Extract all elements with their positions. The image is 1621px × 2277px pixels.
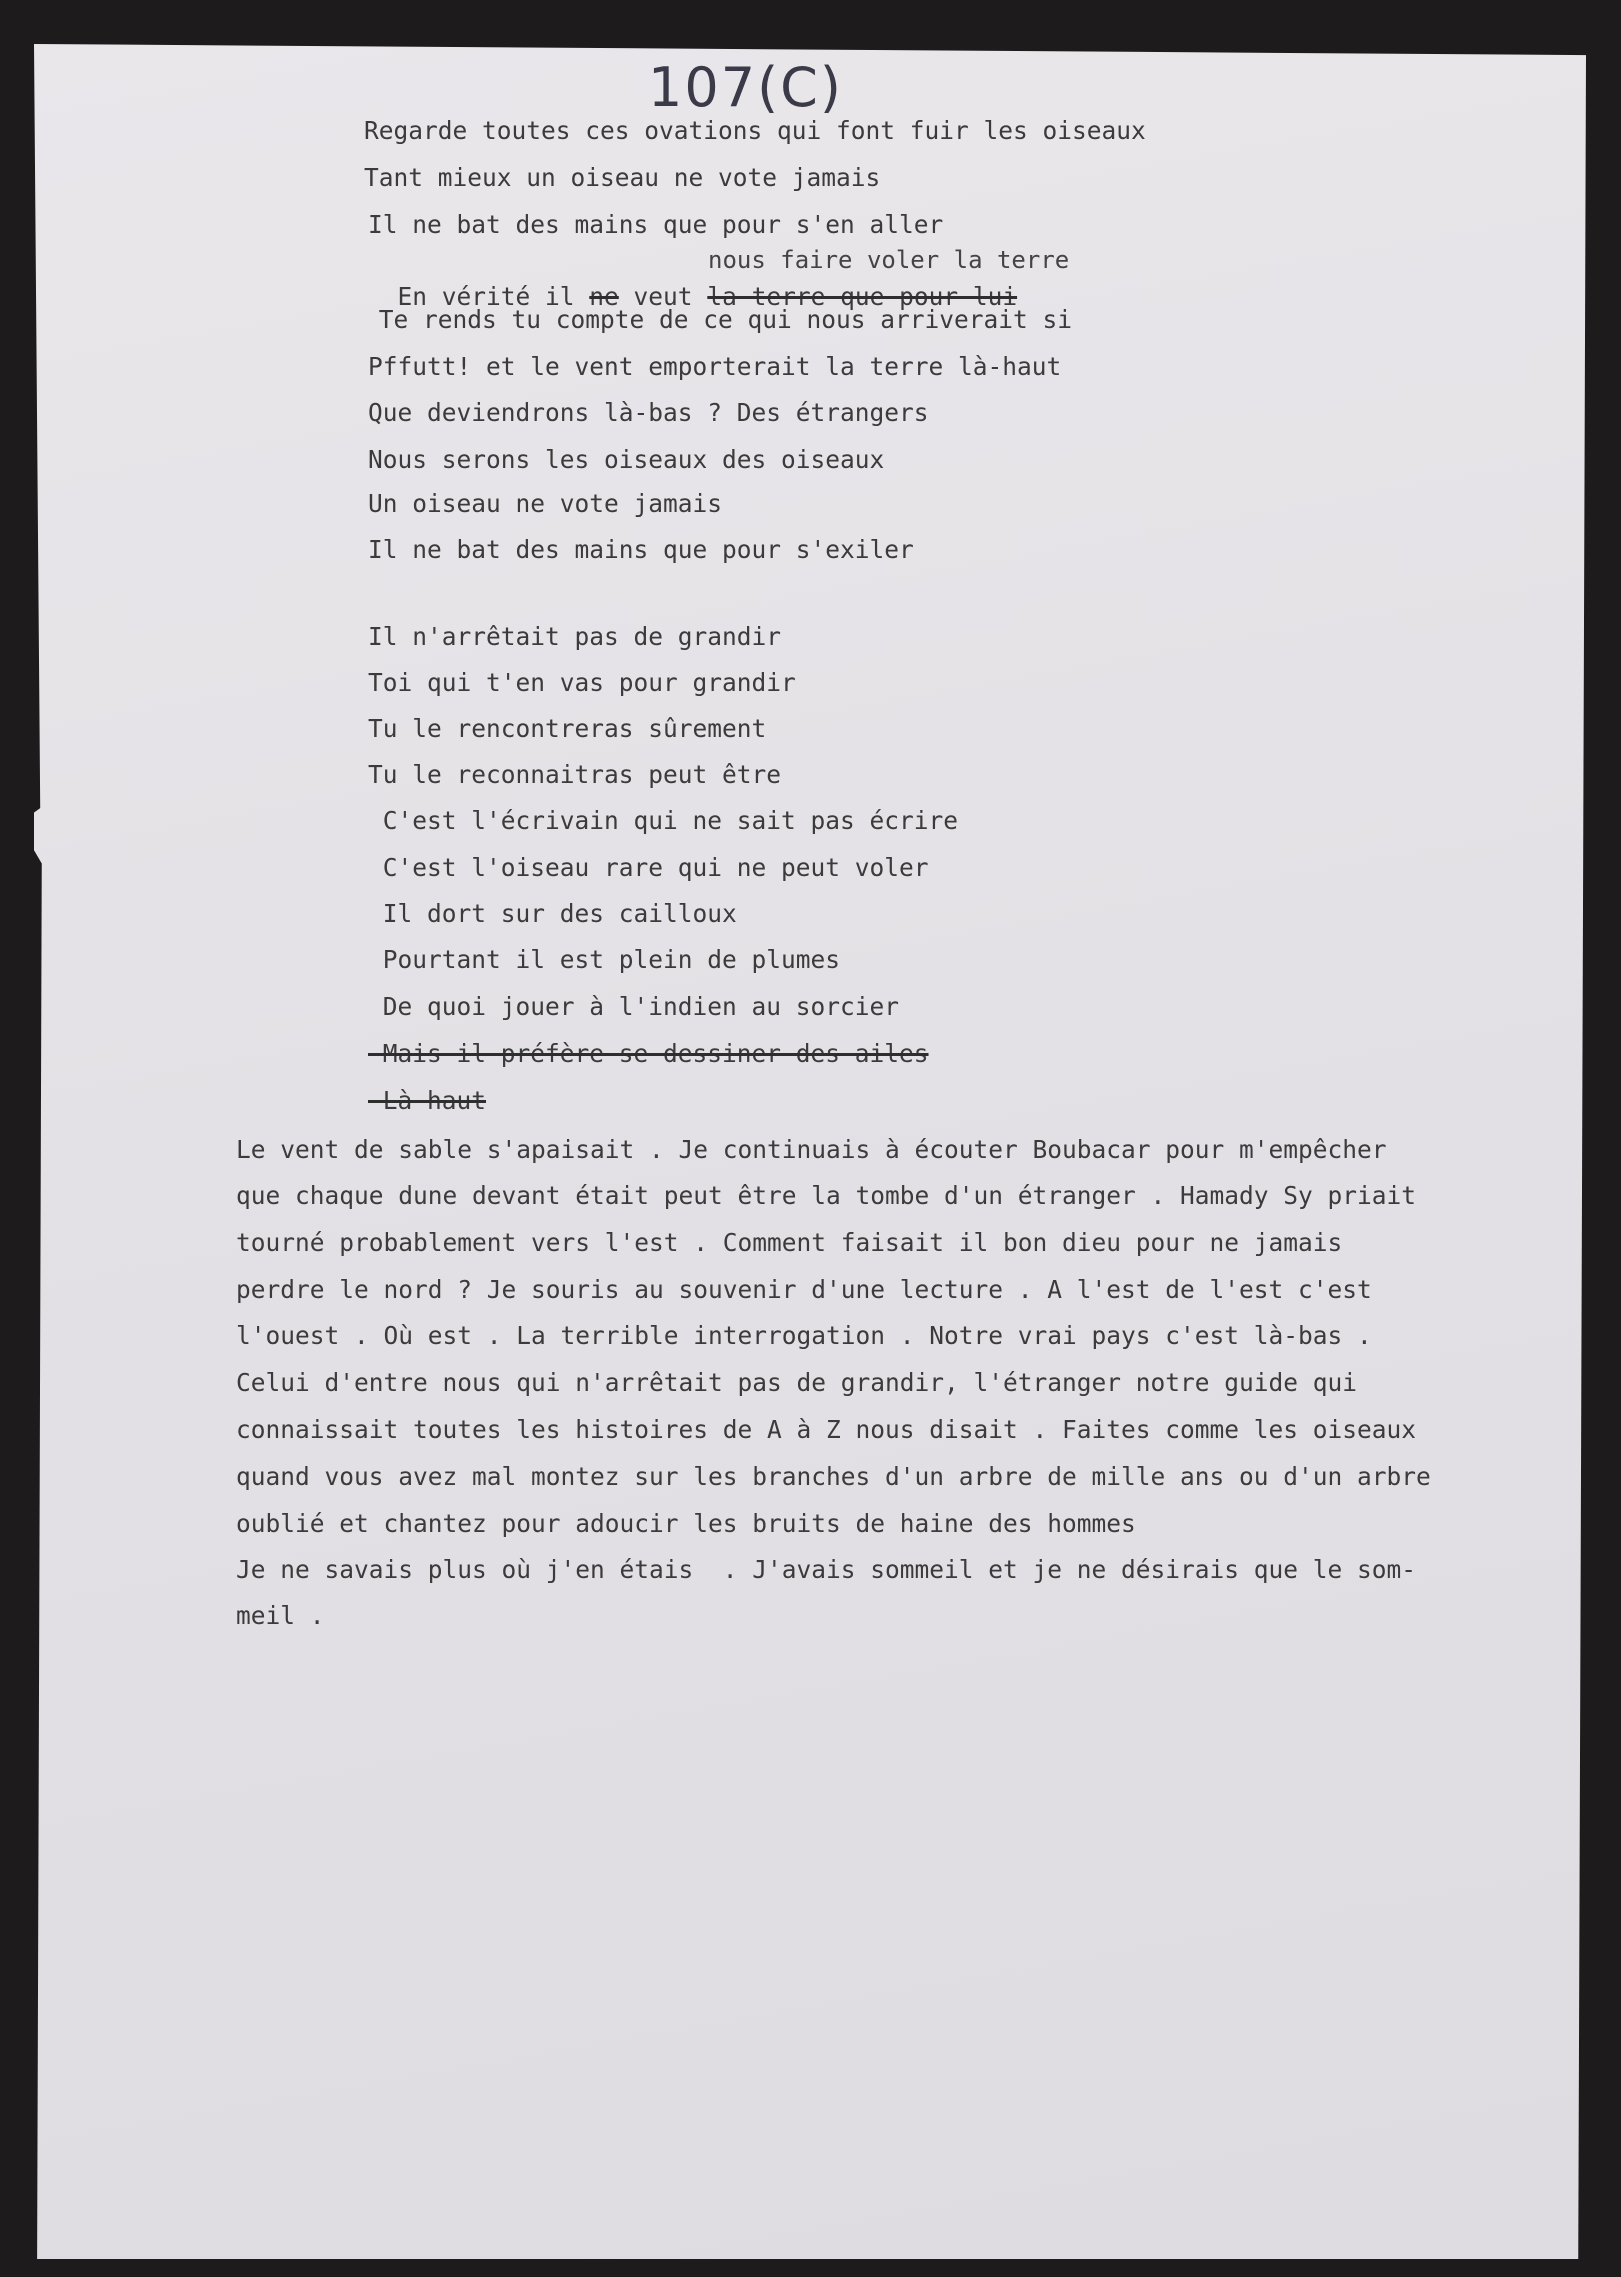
prose-line: connaissait toutes les histoires de A à Z nous disait . Faites comme les oiseaux	[236, 1415, 1417, 1444]
prose-line: Celui d'entre nous qui n'arrêtait pas de grandir, l'étranger notre guide qui	[236, 1368, 1358, 1397]
prose-line: Je ne savais plus où j'en étais . J'avais sommeil et je ne désirais que le som-	[236, 1555, 1417, 1584]
prose-line: meil .	[236, 1601, 325, 1630]
poem-line: Tu le rencontreras sûrement	[368, 714, 767, 743]
poem-line-kept: En vérité il	[397, 281, 590, 311]
poem-line	[368, 260, 1017, 309]
prose-paragraph	[236, 1135, 1608, 1630]
poem-line: Pourtant il est plein de plumes	[368, 945, 841, 974]
poem-line: Te rends tu compte de ce qui nous arriverait si	[364, 305, 1073, 334]
struck-word: ne	[589, 281, 619, 311]
poem-line: Toi qui t'en vas pour grandir	[368, 668, 796, 697]
poem-line: Pffutt! et le vent emporterait la terre là-haut	[368, 352, 1062, 381]
handwritten-page-number: 107(C)	[648, 56, 843, 119]
handwritten-insertion: nous faire voler la terre	[708, 246, 1070, 274]
poem-line: Que deviendrons là-bas ? Des étrangers	[368, 398, 929, 427]
poem-line: Il ne bat des mains que pour s'en aller	[368, 210, 944, 239]
poem-line: Il ne bat des mains que pour s'exiler	[368, 535, 914, 564]
poem-line: C'est l'écrivain qui ne sait pas écrire	[368, 806, 959, 835]
prose-line: que chaque dune devant était peut être la tombe d'un étranger . Hamady Sy priait	[236, 1181, 1417, 1210]
struck-poem-line: Là-haut	[368, 1086, 487, 1115]
prose-line: l'ouest . Où est . La terrible interrogation . Notre vrai pays c'est là-bas .	[236, 1321, 1372, 1350]
struck-text: la terre que pour lui	[707, 281, 1018, 311]
poem-line-kept: veut	[618, 281, 708, 311]
poem-line: Regarde toutes ces ovations qui font fuir les oiseaux	[364, 116, 1146, 145]
poem-line: C'est l'oiseau rare qui ne peut voler	[368, 853, 929, 882]
struck-poem-line: Mais il préfère se dessiner des ailes	[368, 1039, 929, 1068]
prose-line: oublié et chantez pour adoucir les bruits de haine des hommes	[236, 1509, 1136, 1538]
poem-line: Il dort sur des cailloux	[368, 899, 737, 928]
poem-line: Tant mieux un oiseau ne vote jamais	[364, 163, 881, 192]
poem-line: Il n'arrêtait pas de grandir	[368, 622, 782, 651]
poem-line: De quoi jouer à l'indien au sorcier	[368, 992, 900, 1021]
prose-line: quand vous avez mal montez sur les branches d'un arbre de mille ans ou d'un arbre	[236, 1462, 1431, 1491]
poem-line: Un oiseau ne vote jamais	[368, 489, 723, 518]
poem-line: Tu le reconnaitras peut être	[368, 760, 782, 789]
prose-line: Le vent de sable s'apaisait . Je continuais à écouter Boubacar pour m'empêcher	[236, 1135, 1387, 1164]
poem-line: Nous serons les oiseaux des oiseaux	[368, 445, 885, 474]
prose-line: perdre le nord ? Je souris au souvenir d'une lecture . A l'est de l'est c'est	[236, 1275, 1372, 1304]
prose-line: tourné probablement vers l'est . Comment faisait il bon dieu pour ne jamais	[236, 1228, 1343, 1257]
